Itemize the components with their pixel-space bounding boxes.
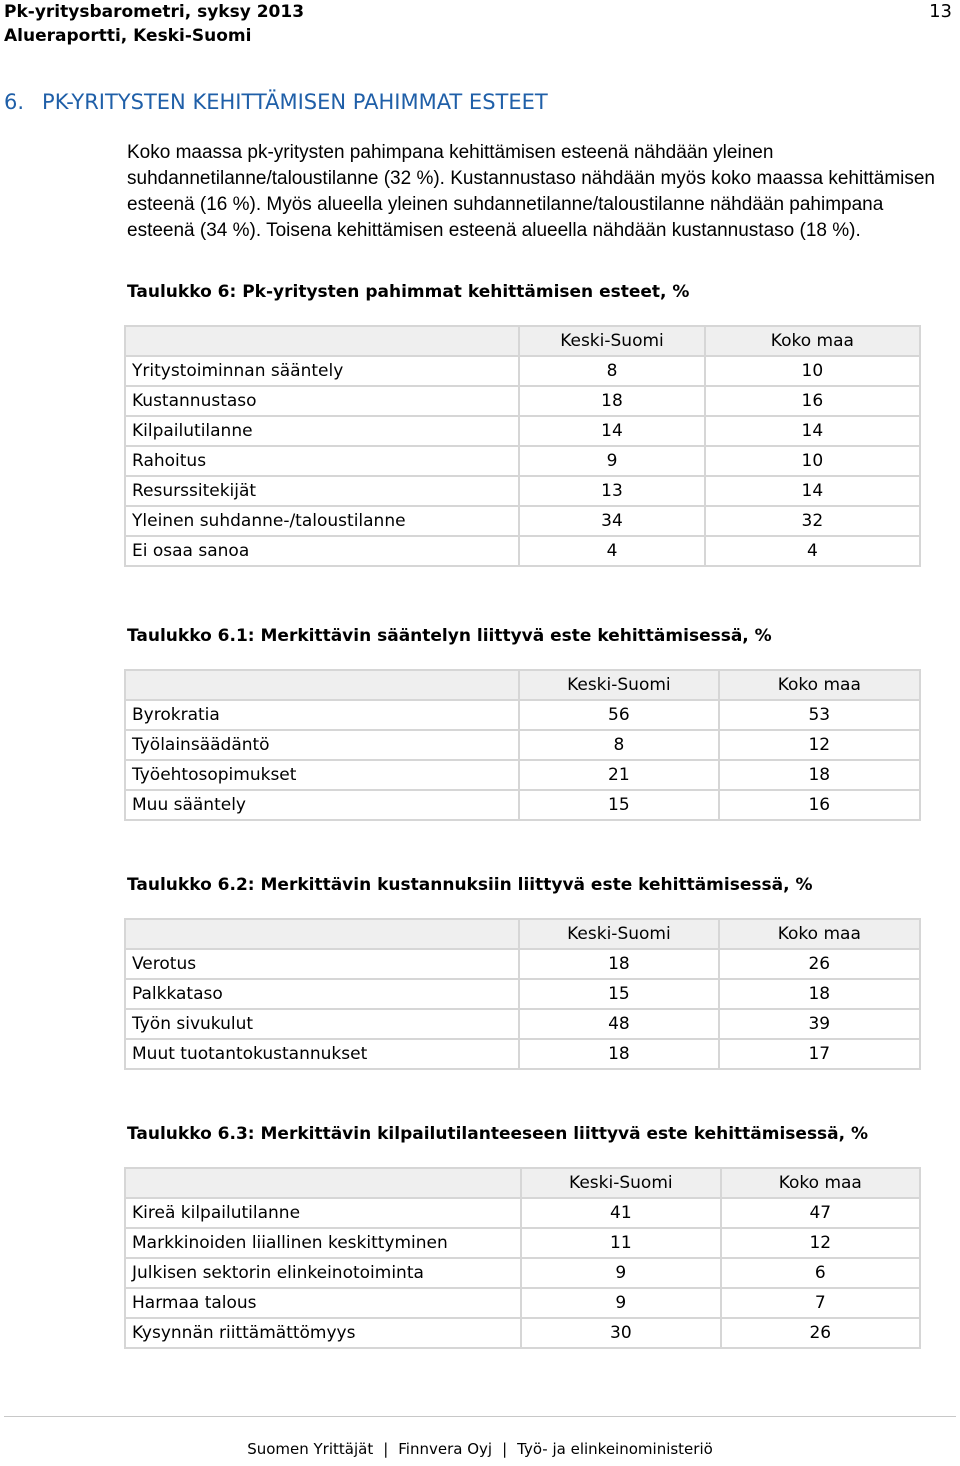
value-cell: 12 [719,730,920,760]
value-cell: 16 [719,790,920,820]
value-cell: 26 [719,949,920,979]
table-caption: Taulukko 6.1: Merkittävin sääntelyn liittyvä este kehittämisessä, % [127,626,772,646]
table-row [125,356,920,386]
column-header: Koko maa [705,326,920,356]
value-cell: 39 [719,1009,920,1039]
row-label: Ei osaa sanoa [125,536,519,566]
header-blank-cell [125,1168,521,1198]
row-label: Byrokratia [125,700,519,730]
value-cell: 6 [721,1258,920,1288]
table-row [125,790,920,820]
data-table [124,325,921,567]
value-cell: 14 [705,476,920,506]
value-cell: 34 [519,506,704,536]
table-row [125,979,920,1009]
row-label: Muu sääntely [125,790,519,820]
footer-separator: | [502,1440,508,1458]
table-row [125,949,920,979]
value-cell: 9 [519,446,704,476]
header-blank-cell [125,326,519,356]
table-caption: Taulukko 6.2: Merkittävin kustannuksiin liittyvä este kehittämisessä, % [127,875,813,895]
value-cell: 16 [705,386,920,416]
table-row [125,416,920,446]
table-row [125,446,920,476]
value-cell: 14 [705,416,920,446]
table-header-row [125,670,920,700]
value-cell: 18 [719,760,920,790]
value-cell: 12 [721,1228,920,1258]
row-label: Työehtosopimukset [125,760,519,790]
row-label: Työn sivukulut [125,1009,519,1039]
value-cell: 8 [519,356,704,386]
header-blank-cell [125,919,519,949]
data-table [124,669,921,821]
table-row [125,386,920,416]
footer-item: Suomen Yrittäjät [247,1440,374,1458]
row-label: Kysynnän riittämättömyys [125,1318,521,1348]
section-heading: PK-YRITYSTEN KEHITTÄMISEN PAHIMMAT ESTEET [42,90,548,114]
value-cell: 26 [721,1318,920,1348]
value-cell: 18 [719,979,920,1009]
value-cell: 17 [719,1039,920,1069]
column-header: Keski-Suomi [521,1168,720,1198]
value-cell: 30 [521,1318,720,1348]
row-label: Resurssitekijät [125,476,519,506]
row-label: Kustannustaso [125,386,519,416]
table-caption: Taulukko 6: Pk-yritysten pahimmat kehittämisen esteet, % [127,282,690,302]
footer-divider [4,1416,956,1417]
row-label: Palkkataso [125,979,519,1009]
header-report-title [4,0,956,24]
value-cell: 56 [519,700,718,730]
intro-paragraph: Koko maassa pk-yritysten pahimpana kehittämisen esteenä nähdään yleinen suhdannetilanne/taloustilanne (32 %). Kustannustaso nähdään myös koko maassa kehittämisen esteenä (16 %). Myös alueella yleinen suhdannetilanne/taloustilanne nähdään pahimpana esteenä (34 %). Toisena kehittämisen esteenä alueella nähdään kustannustaso (18 %). [127,142,936,241]
row-label: Yritystoiminnan sääntely [125,356,519,386]
table-row [125,730,920,760]
table-caption: Taulukko 6.3: Merkittävin kilpailutilanteeseen liittyvä este kehittämisessä, % [127,1124,869,1144]
table-row [125,1258,920,1288]
value-cell: 53 [719,700,920,730]
column-header: Keski-Suomi [519,326,704,356]
value-cell: 15 [519,790,718,820]
value-cell: 48 [519,1009,718,1039]
value-cell: 7 [721,1288,920,1318]
page-header [4,0,956,48]
header-line2: Alueraportti, Keski-Suomi [4,26,252,46]
value-cell: 9 [521,1288,720,1318]
row-label: Verotus [125,949,519,979]
footer-item: Työ- ja elinkeinoministeriö [517,1440,713,1458]
data-table [124,918,921,1070]
value-cell: 18 [519,1039,718,1069]
data-table [124,1167,921,1349]
section-number: 6. [4,90,25,114]
value-cell: 4 [705,536,920,566]
table-header-row [125,919,920,949]
table-row [125,1039,920,1069]
footer-separator: | [383,1440,389,1458]
table-row [125,1318,920,1348]
value-cell: 41 [521,1198,720,1228]
row-label: Kilpailutilanne [125,416,519,446]
value-cell: 13 [519,476,704,506]
row-label: Harmaa talous [125,1288,521,1318]
value-cell: 21 [519,760,718,790]
column-header: Koko maa [721,1168,920,1198]
value-cell: 10 [705,446,920,476]
value-cell: 18 [519,949,718,979]
column-header: Keski-Suomi [519,670,718,700]
column-header: Koko maa [719,670,920,700]
table-row [125,700,920,730]
table-row [125,1228,920,1258]
column-header: Koko maa [719,919,920,949]
page-number: 13 [929,1,952,22]
value-cell: 14 [519,416,704,446]
table-row [125,1009,920,1039]
value-cell: 47 [721,1198,920,1228]
table-row [125,506,920,536]
table-row [125,760,920,790]
row-label: Yleinen suhdanne-/taloustilanne [125,506,519,536]
row-label: Julkisen sektorin elinkeinotoiminta [125,1258,521,1288]
column-header: Keski-Suomi [519,919,718,949]
table-header-row [125,1168,920,1198]
value-cell: 10 [705,356,920,386]
row-label: Markkinoiden liiallinen keskittyminen [125,1228,521,1258]
row-label: Rahoitus [125,446,519,476]
table-header-row [125,326,920,356]
value-cell: 8 [519,730,718,760]
value-cell: 32 [705,506,920,536]
value-cell: 9 [521,1258,720,1288]
value-cell: 11 [521,1228,720,1258]
page-footer [0,1440,960,1458]
value-cell: 15 [519,979,718,1009]
header-line1: Pk-yritysbarometri, syksy 2013 [4,2,305,22]
table-row [125,1288,920,1318]
row-label: Kireä kilpailutilanne [125,1198,521,1228]
table-row [125,1198,920,1228]
table-row [125,536,920,566]
row-label: Muut tuotantokustannukset [125,1039,519,1069]
value-cell: 4 [519,536,704,566]
footer-item: Finnvera Oyj [398,1440,493,1458]
row-label: Työlainsäädäntö [125,730,519,760]
value-cell: 18 [519,386,704,416]
section-title [4,90,548,114]
header-blank-cell [125,670,519,700]
table-row [125,476,920,506]
